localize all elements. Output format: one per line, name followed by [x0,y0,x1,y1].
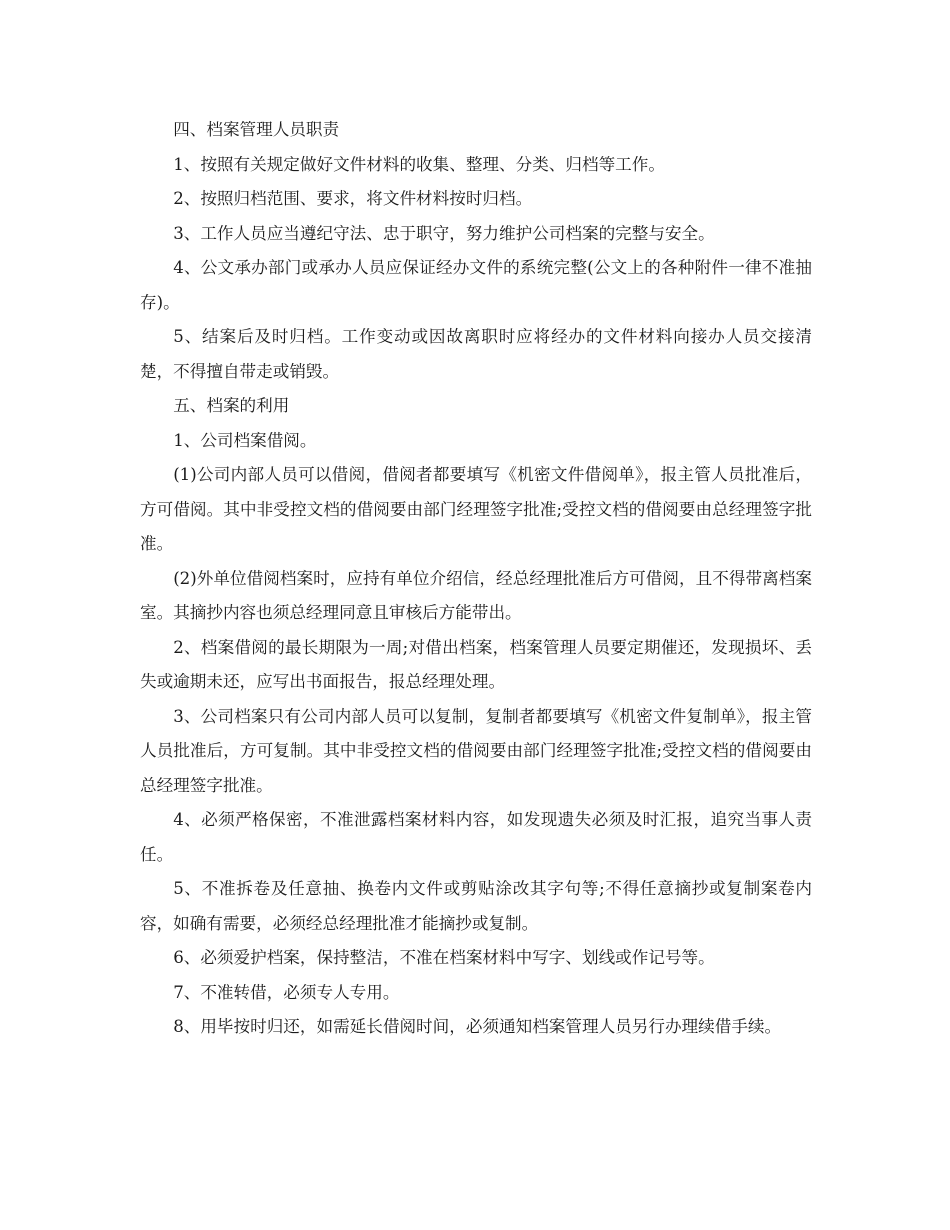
paragraph: (1)公司内部人员可以借阅，借阅者都要填写《机密文件借阅单》，报主管人员批准后，方可借阅。其中非受控文档的借阅要由部门经理签字批准;受控文档的借阅要由总经理签字批准。 [140,465,812,553]
paragraph: (2)外单位借阅档案时，应持有单位介绍信，经总经理批准后方可借阅，且不得带离档案室。其摘抄内容也须总经理同意且审核后方能带出。 [140,568,812,622]
paragraph: 3、工作人员应当遵纪守法、忠于职守，努力维护公司档案的完整与安全。 [173,223,715,243]
section-heading-archive-staff-duties: 四、档案管理人员职责 [173,120,340,139]
paragraph: 4、公文承办部门或承办人员应保证经办文件的系统完整(公文上的各种附件一律不准抽存)。 [140,258,812,312]
paragraph: 6、必须爱护档案，保持整洁，不准在档案材料中写字、划线或作记号等。 [173,948,715,967]
paragraph: 2、按照归档范围、要求，将文件材料按时归档。 [173,189,533,208]
section-heading-archive-use: 五、档案的利用 [173,396,290,415]
document-body [140,113,812,1045]
paragraph: 8、用毕按时归还，如需延长借阅时间，必须通知档案管理人员另行办理续借手续。 [173,1017,782,1036]
paragraph: 1、按照有关规定做好文件材料的收集、整理、分类、归档等工作。 [173,154,665,174]
paragraph: 7、不准转借，必须专人专用。 [173,982,400,1002]
paragraph: 5、结案后及时归档。工作变动或因故离职时应将经办的文件材料向接办人员交接清楚，不得擅自带走或销毁。 [140,327,812,381]
paragraph: 2、档案借阅的最长期限为一周;对借出档案，档案管理人员要定期催还，发现损坏、丢失或逾期未还，应写出书面报告，报总经理处理。 [140,637,812,691]
paragraph: 4、必须严格保密，不准泄露档案材料内容，如发现遗失必须及时汇报，追究当事人责任。 [140,810,812,864]
paragraph: 1、公司档案借阅。 [173,430,317,450]
paragraph: 5、不准拆卷及任意抽、换卷内文件或剪贴涂改其字句等;不得任意摘抄或复制案卷内容，如确有需要，必须经总经理批准才能摘抄或复制。 [140,879,812,933]
paragraph: 3、公司档案只有公司内部人员可以复制，复制者都要填写《机密文件复制单》，报主管人员批准后，方可复制。其中非受控文档的借阅要由部门经理签字批准;受控文档的借阅要由总经理签字批准。 [140,706,812,795]
